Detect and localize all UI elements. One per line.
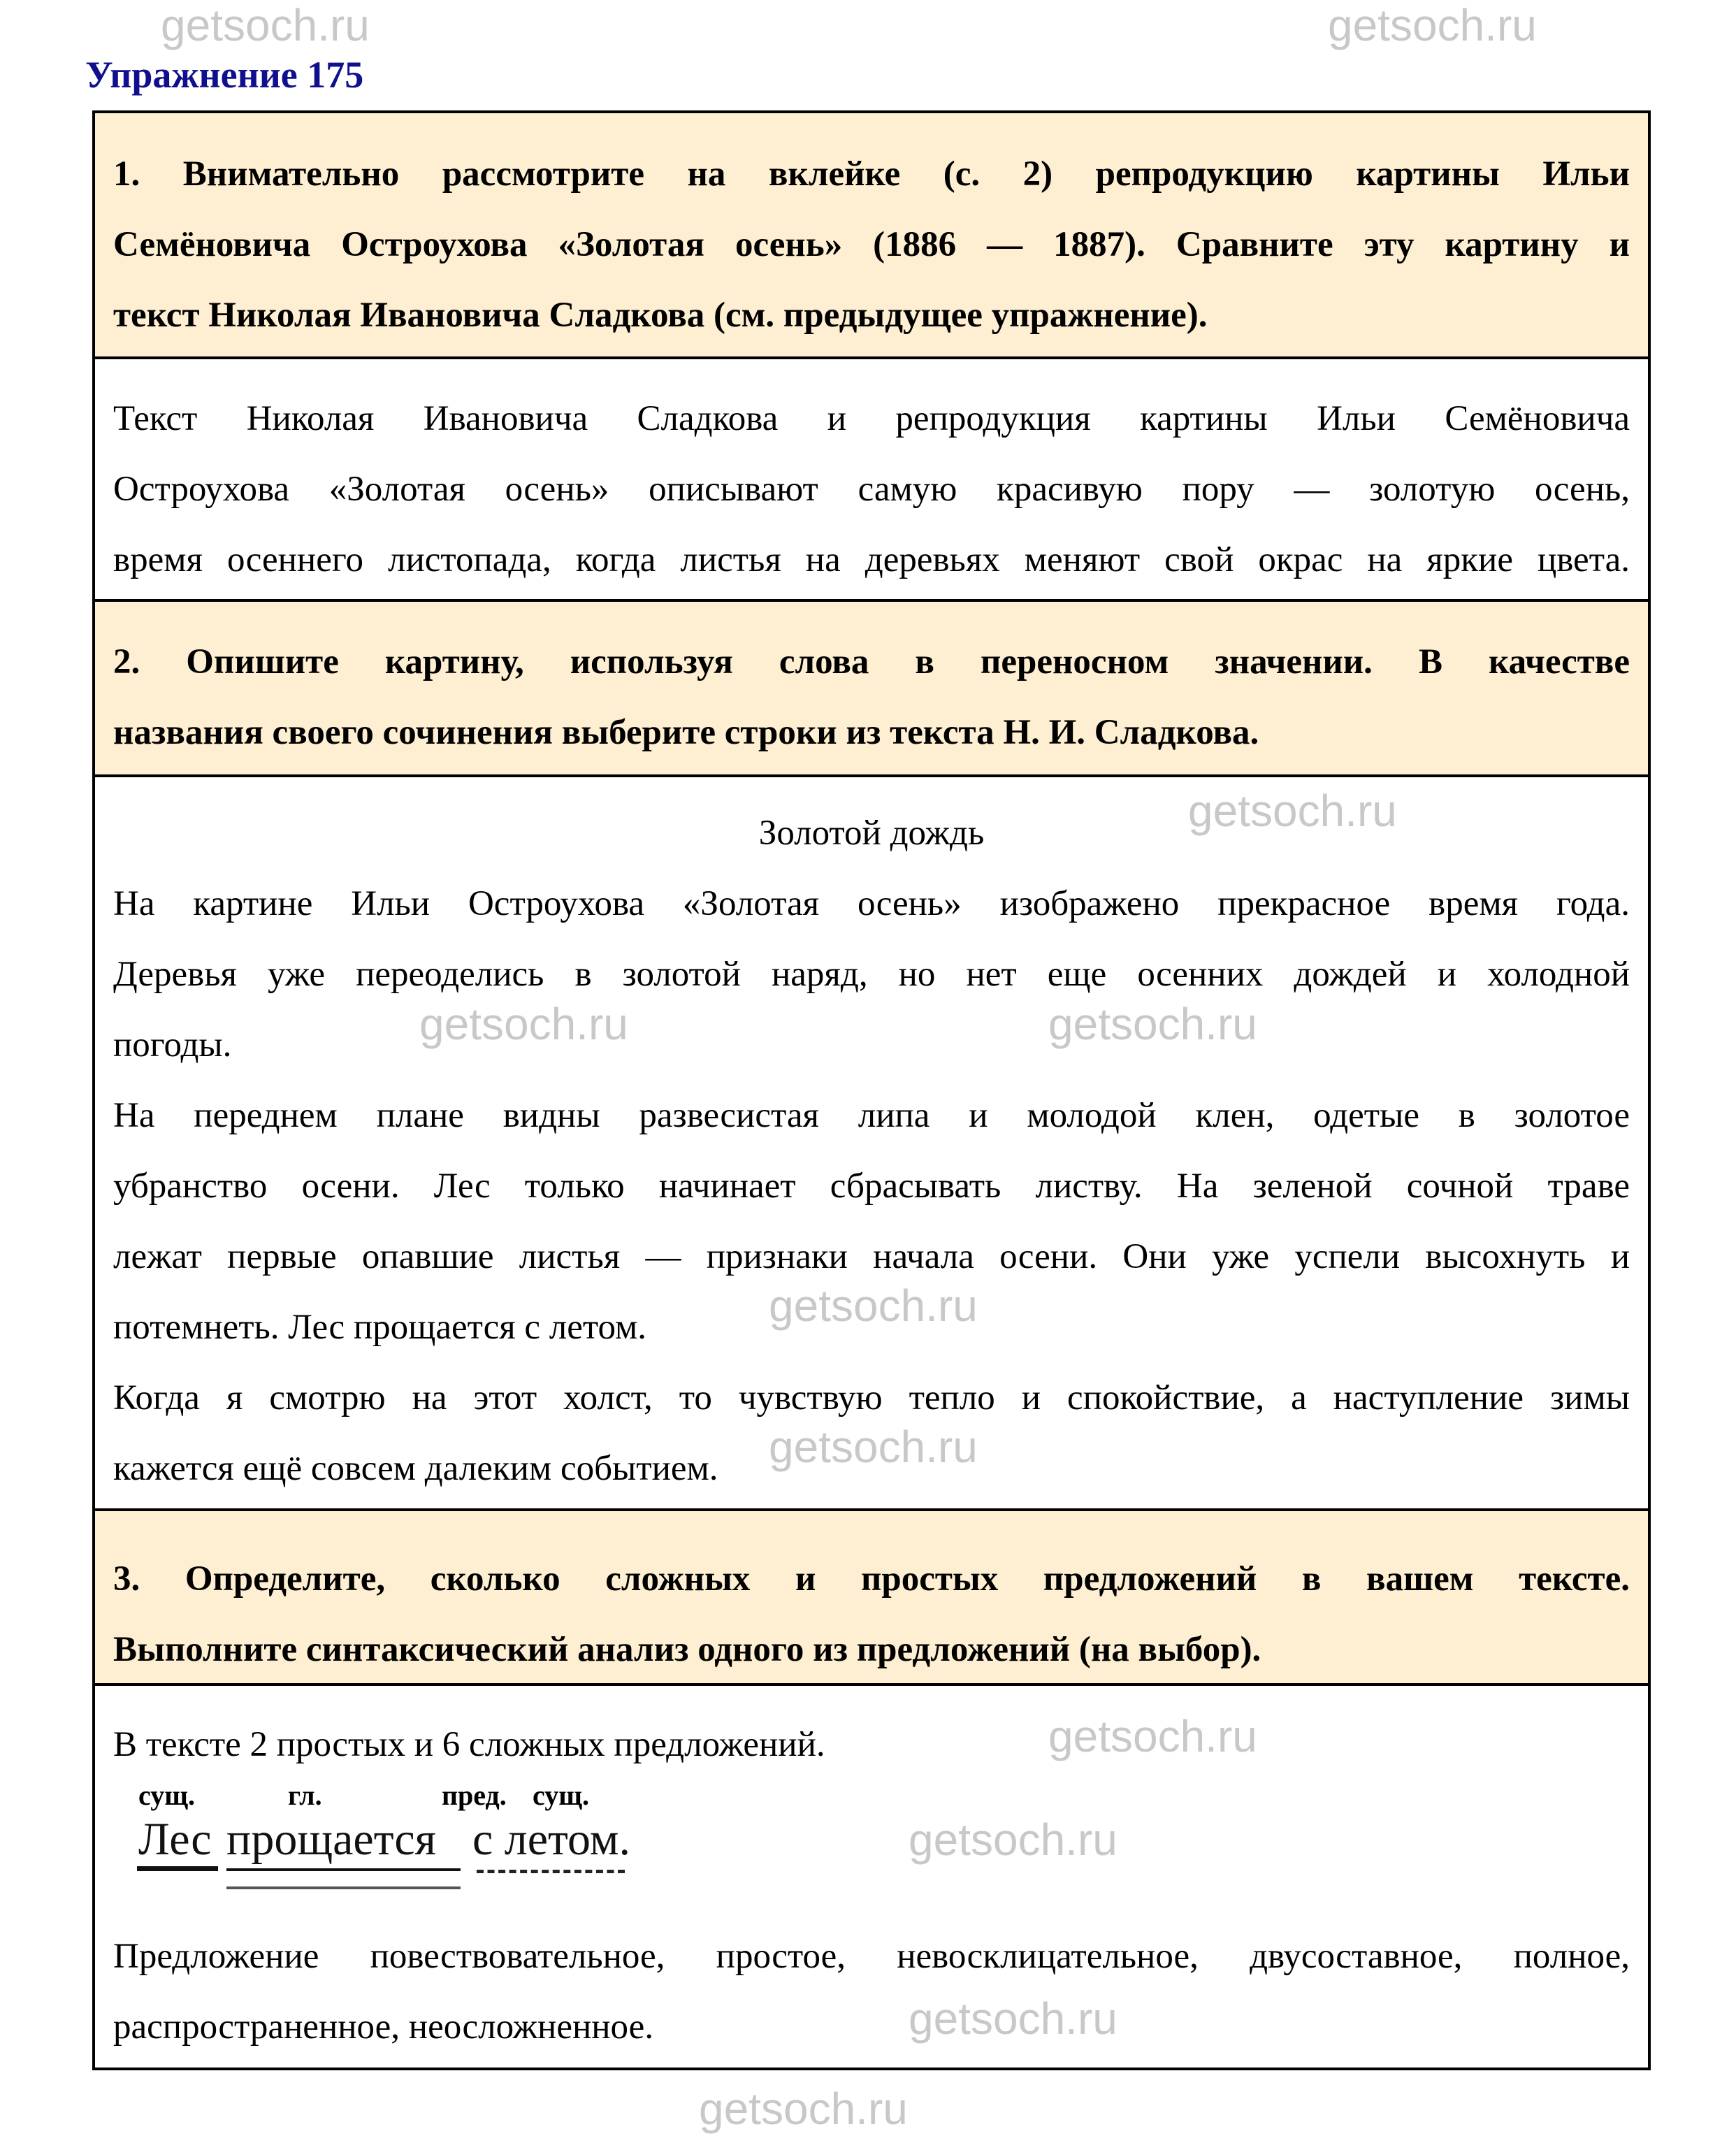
- watermark: getsoch.ru: [1188, 786, 1397, 836]
- exercise-table: [92, 110, 1651, 2070]
- answer-1: [95, 356, 1648, 599]
- pos-label-predicate: гл.: [288, 1780, 322, 1811]
- answer-3: [95, 1683, 1648, 2068]
- essay-line: убранство осени. Лес только начинает сбрасывать листву. На зеленой сочной траве: [113, 1167, 1630, 1206]
- predicate-underline-top: [226, 1868, 461, 1871]
- watermark: getsoch.ru: [419, 999, 628, 1049]
- exercise-title: Упражнение 175: [85, 54, 364, 96]
- watermark: getsoch.ru: [1048, 999, 1257, 1049]
- essay-line: потемнеть. Лес прощается с летом.: [113, 1308, 647, 1347]
- task-3-line: 3. Определите, сколько сложных и простых предложений в вашем тексте.: [113, 1559, 1630, 1599]
- answer-2-essay: [95, 774, 1648, 1508]
- answer-1-line: Текст Николая Ивановича Сладкова и репродукция картины Ильи Семёновича: [113, 399, 1630, 438]
- essay-line: Когда я смотрю на этот холст, то чувствую тепло и спокойствие, а наступление зимы: [113, 1378, 1630, 1417]
- task-3: [95, 1508, 1648, 1683]
- sentence-count: В тексте 2 простых и 6 сложных предложений.: [113, 1725, 825, 1764]
- pos-label-object: сущ.: [533, 1780, 589, 1811]
- task-1-line: текст Николая Ивановича Сладкова (см. предыдущее упражнение).: [113, 296, 1208, 335]
- predicate-word: прощается: [226, 1814, 437, 1865]
- essay-line: лежат первые опавшие листья — признаки начала осени. Они уже успели высохнуть и: [113, 1237, 1630, 1276]
- watermark: getsoch.ru: [1048, 1711, 1257, 1761]
- subject-word: Лес: [138, 1814, 212, 1865]
- essay-line: На переднем плане видны развесистая липа и молодой клен, одетые в золотое: [113, 1096, 1630, 1135]
- task-3-line: Выполните синтаксический анализ одного из предложений (на выбор).: [113, 1630, 1261, 1669]
- pos-label-preposition: пред.: [442, 1780, 507, 1811]
- task-1-line: Семёновича Остроухова «Золотая осень» (1886 — 1887). Сравните эту картину и: [113, 225, 1630, 264]
- watermark: getsoch.ru: [699, 2084, 908, 2134]
- essay-line: кажется ещё совсем далеким событием.: [113, 1449, 718, 1488]
- syntax-analysis: [113, 1782, 1630, 1921]
- essay-line: погоды.: [113, 1025, 232, 1065]
- watermark: getsoch.ru: [769, 1422, 978, 1472]
- object-word: с летом.: [472, 1814, 631, 1865]
- sentence-description: Предложение повествовательное, простое, невосклицательное, двусоставное, полное,: [113, 1937, 1630, 1976]
- answer-1-line: Остроухова «Золотая осень» описывают самую красивую пору — золотую осень,: [113, 470, 1630, 509]
- predicate-underline-bottom: [226, 1886, 461, 1889]
- watermark: getsoch.ru: [909, 1993, 1117, 2044]
- task-2-line: названия своего сочинения выберите строки из текста Н. И. Сладкова.: [113, 713, 1259, 752]
- watermark: getsoch.ru: [161, 0, 370, 50]
- task-1-line: 1. Внимательно рассмотрите на вклейке (с. 2) репродукцию картины Ильи: [113, 154, 1630, 194]
- task-2-line: 2. Опишите картину, используя слова в переносном значении. В качестве: [113, 642, 1630, 681]
- object-dashed-underline: [477, 1870, 625, 1873]
- pos-label-subject: сущ.: [138, 1780, 195, 1811]
- subject-underline: [137, 1866, 218, 1871]
- task-2: [95, 599, 1648, 774]
- watermark: getsoch.ru: [1328, 0, 1537, 50]
- essay-line: На картине Ильи Остроухова «Золотая осень» изображено прекрасное время года.: [113, 884, 1630, 923]
- essay-line: Деревья уже переоделись в золотой наряд, но нет еще осенних дождей и холодной: [113, 955, 1630, 994]
- watermark: getsoch.ru: [909, 1814, 1117, 1865]
- answer-1-line: время осеннего листопада, когда листья на деревьях меняют свой окрас на яркие цвета.: [113, 540, 1630, 579]
- task-1: [95, 113, 1648, 356]
- watermark: getsoch.ru: [769, 1280, 978, 1331]
- sentence-description: распространенное, неосложненное.: [113, 2007, 654, 2047]
- essay-title: Золотой дождь: [758, 814, 985, 853]
